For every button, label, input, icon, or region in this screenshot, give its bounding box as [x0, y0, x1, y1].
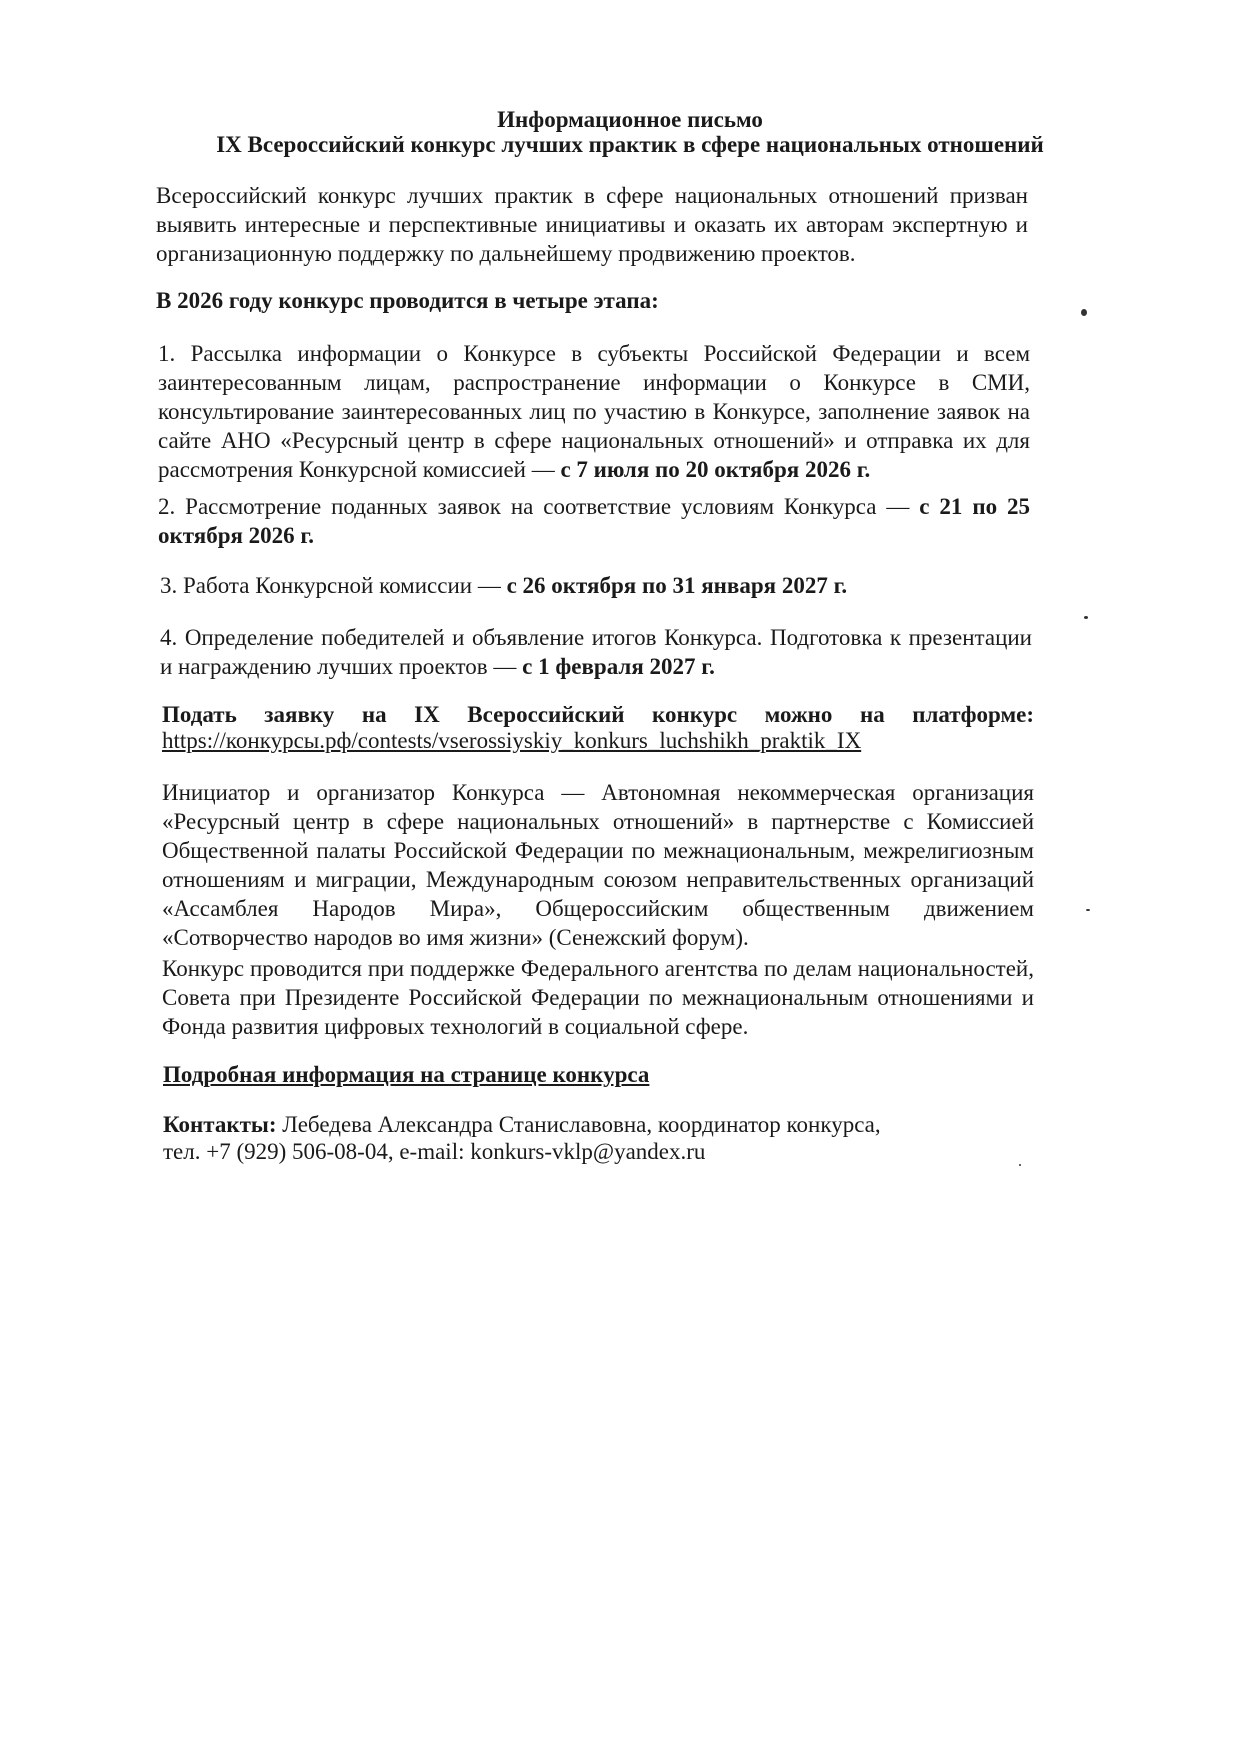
apply-link-row	[162, 726, 1034, 755]
stage-1-text: 1. Рассылка информации о Конкурсе в субъекты Российской Федерации и всем заинтересованным лицам, распространение информации о Конкурсе в СМИ, консультирование заинтересованных лиц по участию в Конкурсе, заполнение заявок на сайте АНО «Ресурсный центр в сфере национальных отношений» и отправка их для рассмотрения Конкурсной комиссией —	[158, 341, 1030, 482]
stage-3-dates: с 26 октября по 31 января 2027 г.	[506, 573, 848, 598]
apply-label: Подать заявку на IX Всероссийский конкурс можно на платформе:	[162, 702, 1034, 727]
support-paragraph: Конкурс проводится при поддержке Федерального агентства по делам национальностей, Совета при Президенте Российской Федерации по межнациональным отношениями и Фонда развития цифровых технологий в социальной сфере.	[162, 956, 1034, 1039]
stage-4-text: 4. Определение победителей и объявление итогов Конкурса. Подготовка к презентации и награждению лучших проектов —	[160, 625, 1032, 679]
contacts-line-1	[163, 1110, 1035, 1139]
contacts-line-2: тел. +7 (929) 506-08-04, e-mail: konkurs-vklp@yandex.ru	[163, 1139, 706, 1164]
scan-speck	[1019, 1164, 1021, 1166]
intro-paragraph: Всероссийский конкурс лучших практик в сфере национальных отношений призван выявить интересные и перспективные инициативы и оказать их авторам экспертную и организационную поддержку по дальнейшему продвижению проектов.	[156, 183, 1028, 266]
stage-1	[158, 339, 1030, 484]
scan-speck	[1081, 309, 1087, 316]
document-subtitle: IX Всероссийский конкурс лучших практик в сфере национальных отношений	[216, 132, 1044, 157]
stage-2-text: 2. Рассмотрение поданных заявок на соответствие условиям Конкурса —	[158, 494, 920, 519]
contacts-label: Контакты:	[163, 1112, 277, 1137]
stage-4-dates: с 1 февраля 2027 г.	[522, 654, 715, 679]
document-title: Информационное письмо	[497, 107, 763, 132]
more-info-link[interactable]: Подробная информация на странице конкурса	[163, 1062, 650, 1087]
organizer-paragraph: Инициатор и организатор Конкурса — Автономная некоммерческая организация «Ресурсный центр в сфере национальных отношений» в партнерстве с Комиссией Общественной палаты Российской Федерации по межнациональным, межрелигиозным отношениям и миграции, Международным союзом неправительственных организаций «Ассамблея Народов Мира», Общероссийским общественным движением «Сотворчество народов во имя жизни» (Сенежский форум).	[162, 780, 1034, 950]
stage-3	[160, 571, 1032, 600]
scan-speck	[1084, 616, 1088, 619]
contacts-person: Лебедева Александра Станиславовна, координатор конкурса,	[276, 1112, 881, 1137]
stages-heading: В 2026 году конкурс проводится в четыре этапа:	[156, 288, 659, 313]
stage-2	[158, 492, 1030, 550]
stage-4	[160, 623, 1032, 681]
stage-2-dates: с 21 по 25 октября 2026 г.	[158, 494, 1030, 548]
scan-speck	[1086, 909, 1090, 911]
stage-1-dates: с 7 июля по 20 октября 2026 г.	[560, 457, 871, 482]
apply-url-link[interactable]: https://конкурсы.рф/contests/vserossiyskiy_konkurs_luchshikh_praktik_IX	[162, 728, 862, 753]
stage-3-text: 3. Работа Конкурсной комиссии —	[160, 573, 507, 598]
